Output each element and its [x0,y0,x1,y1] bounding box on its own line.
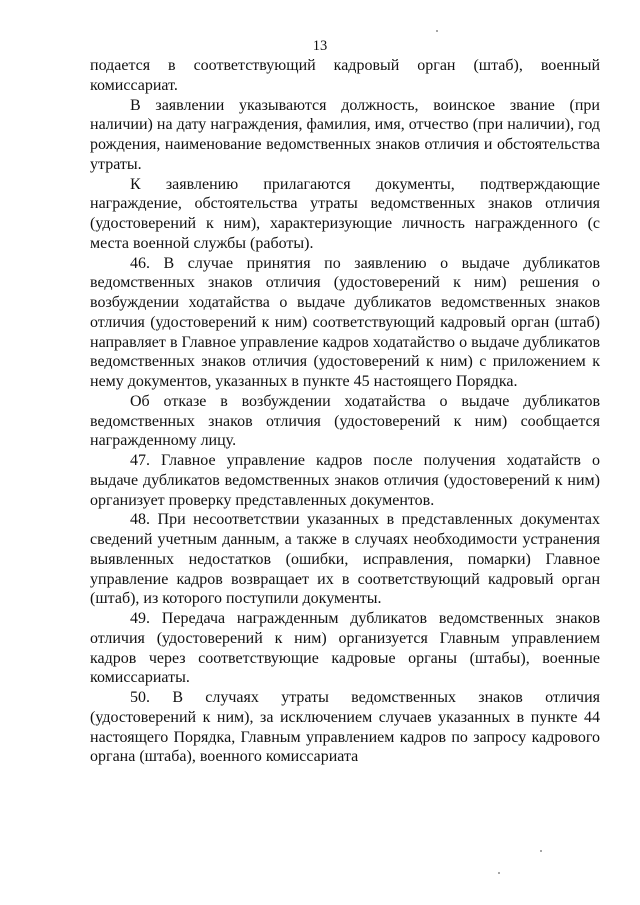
paragraph-item-47: 47. Главное управление кадров после получения ходатайств о выдаче дубликатов ведомственных знаков отличия (удостоверений к ним) организует проверку представленных документов. [90,452,600,509]
scan-speck [498,872,500,874]
paragraph-item-49: 49. Передача награжденным дубликатов ведомственных знаков отличия (удостоверений к ним) организуется Главным управлением кадров через соответствующие кадровые органы (штабы), военные комиссариаты. [90,610,600,687]
paragraph-refusal: Об отказе в возбуждении ходатайства о выдаче дубликатов ведомственных знаков отличия (удостоверений к ним) сообщается награжденному лицу. [90,392,600,450]
paragraph-item-46: 46. В случае принятия по заявлению о выдаче дубликатов ведомственных знаков отличия (удостоверений к ним) решения о возбуждении ходатайства о выдаче дубликатов ведомственных знаков отличия (удостоверений к ним) соответствующий кадровый орган (штаб) направляет в Главное управление кадров ходатайство о выдаче дубликатов ведомственных знаков отличия (удостоверений к ним) с приложением к нему документов, указанных в пункте 45 настоящего Порядка. [90,254,600,390]
scan-speck [540,850,542,852]
paragraph-item-50: 50. В случаях утраты ведомственных знаков отличия (удостоверений к ним), за исключением случаев указанных в пункте 44 настоящего Порядка, Главным управлением кадров по запросу кадрового органа (штаба), военного комиссариата [90,689,600,766]
page-number: 13 [312,38,328,54]
paragraph-item-48: 48. При несоответствии указанных в представленных документах сведений учетным данным, а также в случаях необходимости устранения выявленных недостатков (ошибки, исправления, помарки) Главное управление кадров возвращает их в соответствующий кадровый орган (штаб), из которого поступили документы. [90,511,600,608]
paragraph-attached-documents: К заявлению прилагаются документы, подтверждающие награждение, обстоятельства утраты ведомственных знаков отличия (удостоверений к ним), характеризующие личность награжденного (с места военной службы (работы). [90,175,600,252]
paragraph-application-contents: В заявлении указываются должность, воинское звание (при наличии) на дату награждения, фамилия, имя, отчество (при наличии), год рождения, наименование ведомственных знаков отличия и обстоятельства утраты. [90,96,600,173]
document-body [90,56,600,767]
paragraph-continuation: подается в соответствующий кадровый орган (штаб), военный комиссариат. [90,57,600,94]
scan-speck [436,30,438,32]
